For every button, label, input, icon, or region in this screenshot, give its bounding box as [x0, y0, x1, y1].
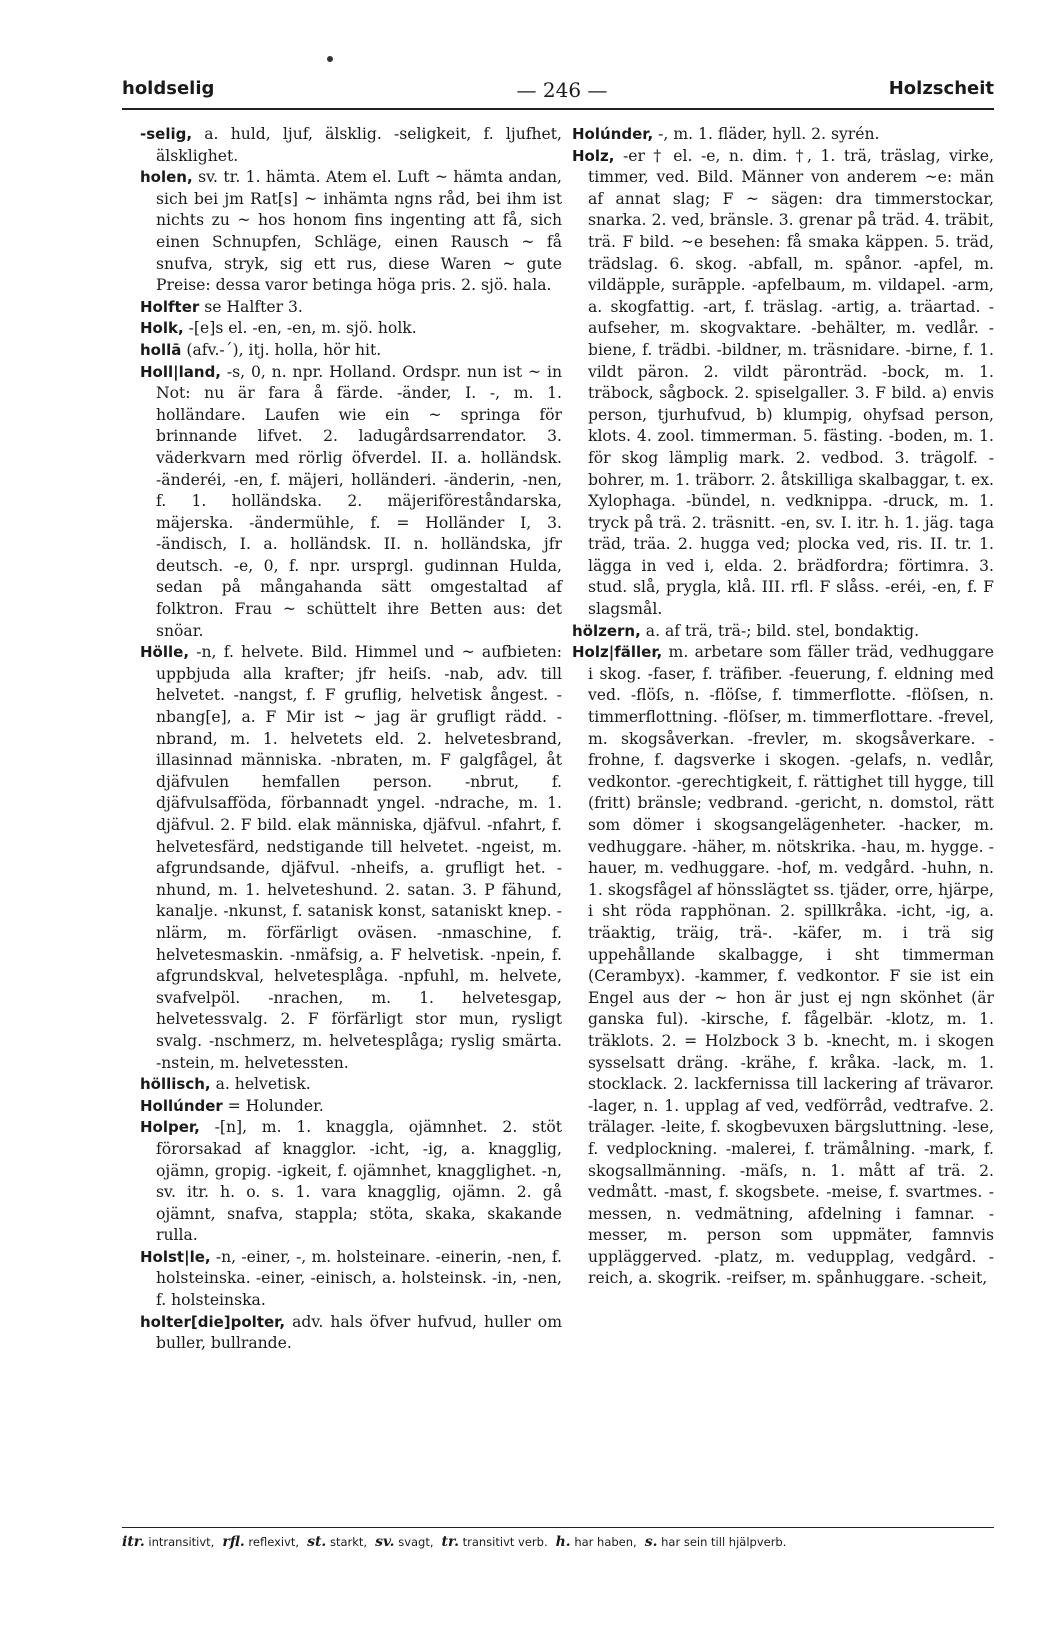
- dictionary-entry: [140, 1074, 562, 1096]
- entry-headword: Hollúnder: [140, 1096, 223, 1115]
- entry-definition: a. huld, ljuf, älsklig. -seligkeit, f. ljufhet, älsklighet.: [156, 125, 562, 165]
- entry-definition: adv. hals öfver hufvud, huller om buller, bullrande.: [156, 1312, 562, 1353]
- entry-headword: höllisch,: [140, 1075, 211, 1094]
- header-rule: [122, 108, 994, 110]
- entry-definition: sv. tr. 1. hämta. Atem el. Luft ~ hämta andan, sich bei jm Rat[s] ~ inhämta ngns råd, bei ihm ist nichts zu ~ hos honom fins ingenting att få, sich einen Schnupfen, Schläge, einen Rausch ~ få snufva, stryk, sig ett rus, diese Waren ~ gute Preise: dessa varor betinga höga pris. 2. sjö. hala.: [156, 168, 562, 295]
- legend-meaning: har haben,: [574, 1535, 637, 1549]
- dictionary-entry: [140, 362, 562, 643]
- right-column: [572, 124, 994, 1290]
- entry-headword: Holper,: [140, 1118, 200, 1137]
- entry-definition: -er † el. -e, n. dim. †, 1. trä, träslag, virke, timmer, ved. Bild. Männer von anderem ~e: män af annat slag; F ~ sägen: dra timmerstockar, snarka. 2. ved, bränsle. 3. grenar på träd. 4. träbit, trä. F bild. ~e besehen: få smaka käppen. 5. träd, trädslag. 6. skog. -abfall, m. spånor. -apfel, m. vildäpple, surāpple. -apfelbaum, m. vildapel. -arm, a. skogfattig. -art, f. träslag. -artig, a. träartad. -aufseher, m. skogvaktare. -behälter, m. vedlår. -biene, f. trädbi. -bildner, m. träsnidare. -birne, f. 1. vildt päron. 2. vildt päronträd. -bock, m. 1. träbock, sågbock. 2. spiselgaller. 3. F bild. a) envis person, tjurhufvud, b) klumpig, ohyfsad person, klots. 4. zool. timmerman. 5. fästing. -boden, m. 1. för skog lämplig mark. 2. vedbod. 3. trägolf. -bohrer, m. 1. träborr. 2. åtskilliga skalbaggar, t. ex. Xylophaga. -bündel, n. vedknippa. -druck, m. 1. tryck på trä. 2. träsnitt. -en, sv. I. itr. h. 1. jäg. taga träd, träa. 2. hugga ved; plocka ved, ris. II. tr. 1. lägga in ved i, elda. 2. brädfordra; förtimra. 3. stud. slå, prygla, klå. III. rfl. F slåss. -eréi, -en, f. F slagsmål.: [588, 146, 994, 619]
- entry-headword: hölzern,: [572, 621, 641, 640]
- dictionary-entry: [140, 124, 562, 167]
- dictionary-entry: [572, 621, 994, 643]
- legend-item: [442, 1535, 548, 1549]
- legend-item: [307, 1535, 367, 1549]
- legend-abbreviation: h.: [555, 1534, 571, 1550]
- legend-item: [375, 1535, 433, 1549]
- dictionary-entry: [140, 1247, 562, 1312]
- ink-speck: [327, 56, 333, 62]
- entry-headword: Holfter: [140, 297, 200, 316]
- page-header: [122, 78, 994, 110]
- entry-definition: -, m. 1. fläder, hyll. 2. syrén.: [658, 125, 880, 143]
- entry-headword: Holk,: [140, 319, 184, 338]
- entry-headword: Holl|land,: [140, 362, 221, 381]
- entry-headword: -selig,: [140, 125, 193, 143]
- page-number: — 246 —: [516, 78, 608, 102]
- dictionary-entry: [572, 124, 994, 146]
- dictionary-entry: [140, 167, 562, 297]
- entry-headword: Holúnder,: [572, 125, 654, 143]
- entry-headword: holen,: [140, 168, 193, 187]
- entry-definition: -[e]s el. -en, -en, m. sjö. holk.: [188, 319, 417, 338]
- dictionary-entry: [140, 1312, 562, 1355]
- legend-abbreviation: tr.: [441, 1534, 459, 1550]
- left-column: [140, 124, 562, 1355]
- legend-meaning: har sein till hjälpverb.: [661, 1535, 787, 1549]
- abbreviation-legend: [122, 1534, 994, 1550]
- dictionary-entry: [140, 1096, 562, 1118]
- entry-definition: a. helvetisk.: [215, 1075, 311, 1094]
- legend-abbreviation: s.: [644, 1534, 658, 1550]
- entry-definition: -[n], m. 1. knaggla, ojämnhet. 2. stöt förorsakad af knagglor. -icht, -ig, a. knagglig, ojämn, gropig. -igkeit, f. ojämnhet, knagglighet. -n, sv. itr. h. o. s. 1. vara knagglig, ojämn. 2. gå ojämnt, snafva, stappla; stöta, skaka, skakande rulla.: [156, 1118, 562, 1245]
- legend-item: [556, 1535, 637, 1549]
- entry-headword: Holz|fäller,: [572, 643, 663, 662]
- entry-definition: = Holunder.: [227, 1096, 324, 1115]
- legend-item: [645, 1535, 787, 1549]
- dictionary-entry: [572, 642, 994, 1290]
- entry-definition: m. arbetare som fäller träd, vedhuggare i skog. -faser, f. träfiber. -feuerung, f. eldning med ved. -flöſs, n. -flöſse, f. timmerflotte. -flöſsen, n. timmerflottning. -flöſser, m. timmerflottare. -frevel, m. skogsåverkan. -frevler, m. skogsåverkare. -frohne, f. dagsverke i skogen. -gelafs, n. vedlår, vedkontor. -gerechtigkeit, f. rättighet till hygge, till (fritt) bränsle; vedbrand. -gericht, n. domstol, rätt som dömer i skogsangelägenheter. -hacker, m. vedhuggare. -häher, m. nötskrika. -hau, m. hygge. -hauer, m. vedhuggare. -hof, m. vedgård. -huhn, n. 1. skogsfågel af hönsslägtet ss. tjäder, orre, hjärpe, i sht röda rapphönan. 2. spillkråka. -icht, -ig, a. träaktig, träig, trä-. -käfer, m. i trä sig uppehållande skalbagge, i sht timmerman (Cerambyx). -kammer, f. vedkontor. F sie ist ein Engel aus der ~ hon är just ej ngn skönhet (är ganska ful). -kirsche, f. fågelbär. -klotz, m. 1. träklots. 2. = Holzbock 3 b. -knecht, m. i skogen sysselsatt dräng. -krähe, f. kråka. -lack, m. 1. stocklack. 2. lackfernissa till lackering af trävaror. -lager, n. 1. upplag af ved, vedförråd, vedtrafve. 2. trälager. -leite, f. skogbevuxen bärgsluttning. -lese, f. vedplockning. -malerei, f. trämålning. -mark, f. skogsallmänning. -mäſs, n. 1. mått af trä. 2. vedmått. -mast, f. skogsbete. -meise, f. svartmes. -messen, n. vedmätning, afdelning i famnar. -messer, m. person som uppmäter, famnvis uppläggerved. -platz, m. vedupplag, vedgård. -reich, a. skogrik. -reifser, m. spånhuggare. -scheit,: [588, 643, 994, 1288]
- legend-meaning: svagt,: [398, 1535, 434, 1549]
- right-guide-word: Holzscheit: [888, 78, 994, 99]
- dictionary-entry: [140, 1117, 562, 1247]
- entry-headword: Holst|le,: [140, 1247, 211, 1266]
- dictionary-entry: [140, 318, 562, 340]
- entry-headword: holter[die]polter,: [140, 1312, 286, 1331]
- legend-abbreviation: sv.: [375, 1534, 395, 1550]
- entry-definition: se Halfter 3.: [204, 297, 303, 316]
- legend-abbreviation: itr.: [122, 1534, 145, 1550]
- legend-meaning: reflexivt,: [248, 1535, 300, 1549]
- entry-definition: -n, f. helvete. Bild. Himmel und ~ aufbieten: uppbjuda alla krafter; jfr heiſs. -nab, adv. till helvetet. -nangst, f. F gruflig, helvetisk ångest. -nbang[e], a. F Mir ist ~ jag är grufligt rädd. -nbrand, m. 1. helvetets eld. 2. helvetesbrand, illasinnad människa. -nbraten, m. F galgfågel, åt djäfvulen hemfallen person. -nbrut, f. djäfvulsafföda, förbannadt yngel. -ndrache, m. 1. djäfvul. 2. F bild. elak människa, djäfvul. -nfahrt, f. helvetesfärd, nedstigande till helvetet. -ngeist, m. afgrundsande, djäfvul. -nheifs, a. grufligt het. -nhund, m. 1. helveteshund. 2. satan. 3. P fähund, kanalje. -nkunst, f. satanisk konst, sataniskt knep. -nlärm, m. förfärligt oväsen. -nmaschine, f. helvetesmaskin. -nmäfsig, a. F helvetisk. -npein, f. afgrundskval, helvetesplåga. -npfuhl, m. helvete, svafvelpöl. -nrachen, m. 1. helvetesgap, helvetessvalg. 2. F förfärligt stor mun, rysligt svalg. -nschmerz, m. helvetesplåga; ryslig smärta. -nstein, m. helvetessten.: [156, 643, 562, 1072]
- entry-definition: -s, 0, n. npr. Holland. Ordspr. nun ist ~ in Not: nu är fara å färde. -änder, I. -, m. 1. holländare. Laufen wie ein ~ springa för brinnande lifvet. 2. ladugårdsarrendator. 3. väderkvarn med rörlig öfverdel. II. a. holländsk. -änderéi, -en, f. mäjeri, holländeri. -änderin, -nen, f. 1. holländska. 2. mäjeriföreståndarska, mäjerska. -ändermühle, f. = Holländer I, 3. -ändisch, I. a. holländsk. II. n. holländska, jfr deutsch. -e, 0, f. npr. ursprgl. gudinnan Hulda, sedan på mångahanda sätt omgestaltad af folktron. Frau ~ schüttelt ihre Betten aus: det snöar.: [156, 362, 562, 640]
- footer-rule: [122, 1527, 994, 1528]
- legend-meaning: intransitivt,: [148, 1535, 215, 1549]
- dictionary-entry: [140, 642, 562, 1074]
- left-guide-word: holdselig: [122, 78, 215, 99]
- entry-definition: (afv.-´), itj. holla, hör hit.: [186, 340, 382, 359]
- dictionary-entry: [572, 146, 994, 621]
- dictionary-entry: [140, 340, 562, 362]
- legend-item: [122, 1535, 214, 1549]
- entry-headword: Holz,: [572, 146, 615, 165]
- entry-definition: a. af trä, trä-; bild. stel, bondaktig.: [645, 621, 920, 640]
- dictionary-entry: [140, 297, 562, 319]
- legend-meaning: starkt,: [329, 1535, 368, 1549]
- entry-definition: -n, -einer, -, m. holsteinare. -einerin, -nen, f. holsteinska. -einer, -einisch, a. holsteinsk. -in, -nen, f. holsteinska.: [156, 1247, 562, 1310]
- entry-headword: Hölle,: [140, 643, 190, 662]
- entry-headword: hollā: [140, 340, 182, 359]
- legend-abbreviation: st.: [307, 1534, 327, 1550]
- legend-abbreviation: rfl.: [222, 1534, 245, 1550]
- legend-item: [222, 1535, 299, 1549]
- legend-meaning: transitivt verb.: [462, 1535, 548, 1549]
